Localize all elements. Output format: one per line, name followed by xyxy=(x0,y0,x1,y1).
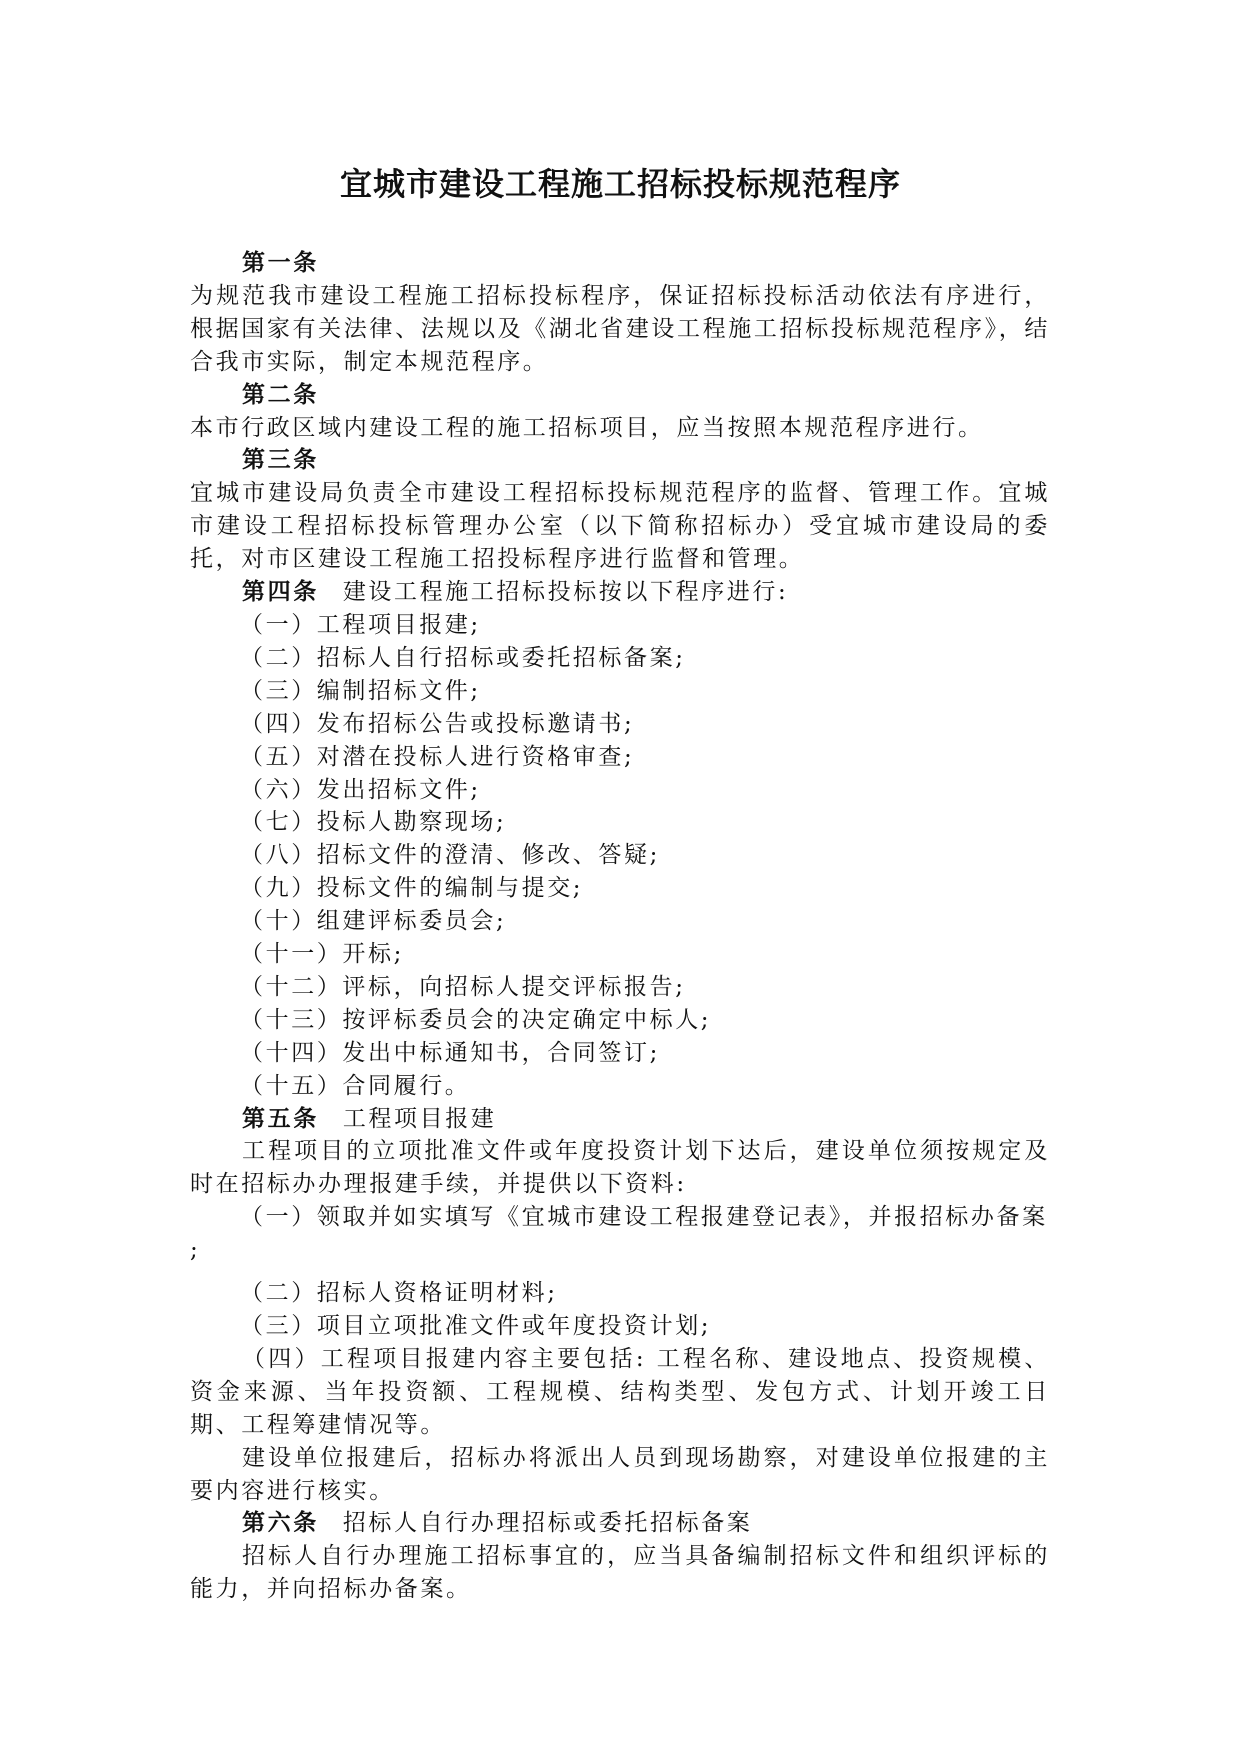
article-4-item-6: （六）发出招标文件; xyxy=(240,776,481,803)
paragraph-gap xyxy=(190,1267,1050,1277)
article-3-label: 第三条 xyxy=(242,446,319,474)
article-4-item-2: （二）招标人自行招标或委托招标备案; xyxy=(240,644,686,671)
article-4-item-3: （三）编制招标文件; xyxy=(240,677,481,704)
article-5-heading xyxy=(190,1103,1050,1136)
article-5-item-3: （三）项目立项批准文件或年度投资计划; xyxy=(240,1313,712,1339)
article-5-item-2: （二）招标人资格证明材料; xyxy=(240,1280,558,1307)
article-5-heading-text: 工程项目报建 xyxy=(342,1105,497,1132)
article-5-label: 第五条 xyxy=(242,1104,319,1132)
article-1-text: 为规范我市建设工程施工招标投标程序，保证招标投标活动依法有序进行，根据国家有关法律、法规以及《湖北省建设工程施工招标投标规范程序》，结合我市实际，制定本规范程序。 xyxy=(190,282,1050,375)
article-6-label: 第六条 xyxy=(242,1509,319,1537)
article-4-item-14: （十四）发出中标通知书，合同签订; xyxy=(240,1039,660,1066)
article-4-item-12: （十二）评标，向招标人提交评标报告; xyxy=(240,973,686,1000)
article-5-item-1-tail: ; xyxy=(190,1237,201,1264)
article-4-item-4: （四）发布招标公告或投标邀请书; xyxy=(240,710,635,737)
article-5-item-4: （四）工程项目报建内容主要包括: 工程名称、建设地点、投资规模、资金来源、当年投资额、工程规模、结构类型、发包方式、计划开竣工日期、工程筹建情况等。 xyxy=(190,1345,1050,1438)
article-5-item-1: （一）领取并如实填写《宜城市建设工程报建登记表》，并报招标办备案 xyxy=(240,1204,1048,1231)
article-5-intro: 工程项目的立项批准文件或年度投资计划下达后，建设单位须按规定及时在招标办办理报建手续，并提供以下资料: xyxy=(190,1138,1050,1198)
article-5-closing: 建设单位报建后，招标办将派出人员到现场勘察，对建设单位报建的主要内容进行核实。 xyxy=(190,1444,1050,1504)
article-2-label: 第二条 xyxy=(242,380,319,408)
article-6-text: 招标人自行办理施工招标事宜的，应当具备编制招标文件和组织评标的能力，并向招标办备案。 xyxy=(190,1543,1050,1603)
article-4-heading-text: 建设工程施工招标投标按以下程序进行: xyxy=(342,579,789,606)
article-4-label: 第四条 xyxy=(242,578,319,606)
article-4-item-7: （七）投标人勘察现场; xyxy=(240,809,507,836)
article-4-item-15: （十五）合同履行。 xyxy=(240,1072,471,1099)
article-4-item-1: （一）工程项目报建; xyxy=(240,611,481,638)
document-title: 宜城市建设工程施工招标投标规范程序 xyxy=(339,165,901,203)
article-6-heading xyxy=(190,1507,1050,1540)
article-3-text: 宜城市建设局负责全市建设工程招标投标规范程序的监督、管理工作。宜城市建设工程招标投标管理办公室（以下简称招标办）受宜城市建设局的委托，对市区建设工程施工招投标程序进行监督和管理。 xyxy=(190,480,1050,573)
article-4-item-11: （十一）开标; xyxy=(240,941,404,968)
document-body xyxy=(190,247,1050,1606)
article-4-heading xyxy=(190,576,1050,609)
article-4-item-8: （八）招标文件的澄清、修改、答疑; xyxy=(240,842,660,869)
article-4-item-10: （十）组建评标委员会; xyxy=(240,908,507,935)
article-2-text: 本市行政区域内建设工程的施工招标项目，应当按照本规范程序进行。 xyxy=(190,414,984,441)
article-4-item-13: （十三）按评标委员会的决定确定中标人; xyxy=(240,1006,712,1033)
article-4-item-9: （九）投标文件的编制与提交; xyxy=(240,875,584,902)
article-1-label: 第一条 xyxy=(242,249,319,276)
article-6-heading-text: 招标人自行办理招标或委托招标备案 xyxy=(342,1510,753,1537)
article-4-item-5: （五）对潜在投标人进行资格审查; xyxy=(240,743,635,770)
